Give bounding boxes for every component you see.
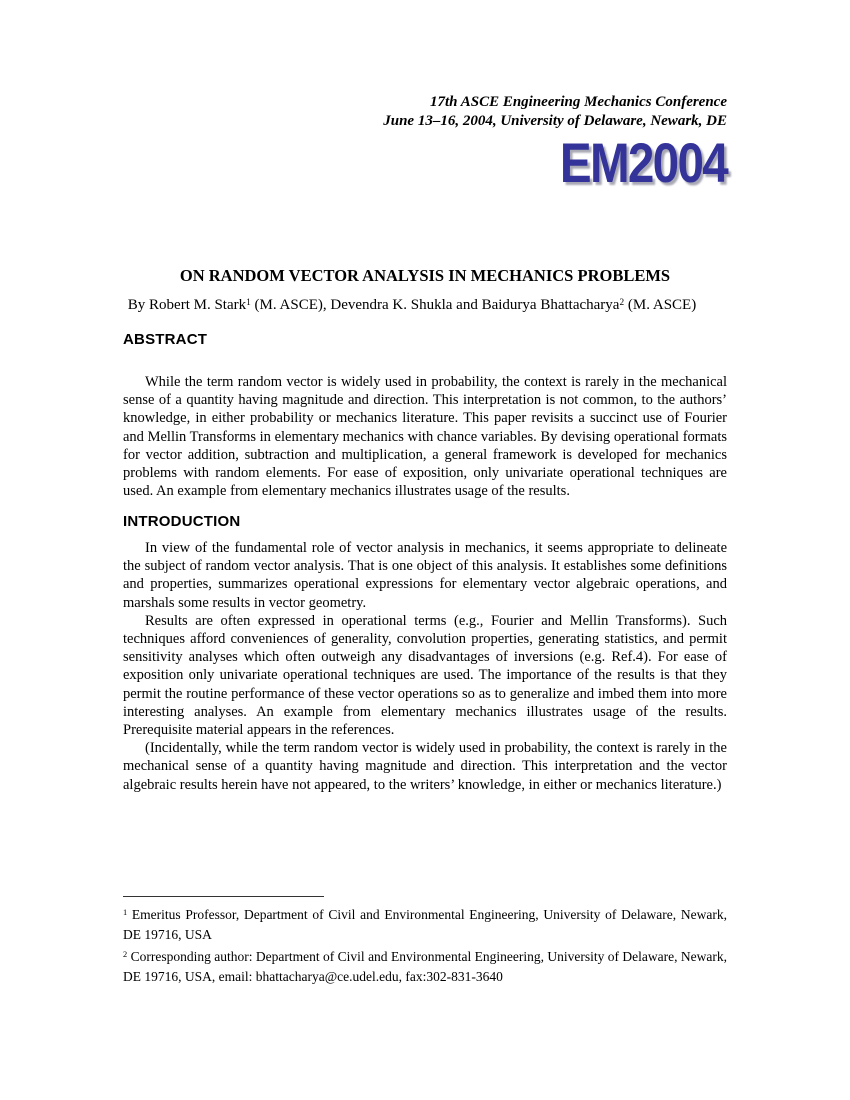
abstract-paragraph: While the term random vector is widely used in probability, the context is rarely in the mechanical sense of a quantity having magnitude and direction. This interpretation is not common, to the authors’ knowledge, in either probability or mechanics literature. This paper revisits a succinct use of Fourier and Mellin Transforms in elementary mechanics with chance variables. By devising operational formats for vector addition, subtraction and multiplication, a general framework is developed for mechanics problems with random elements. For ease of exposition, only univariate operational techniques are used. An example from elementary mechanics illustrates usage of the results. (123, 374, 727, 500)
footnote-marker-1: 1 (123, 908, 128, 918)
abstract-heading: ABSTRACT (123, 331, 208, 348)
paragraph: In view of the fundamental role of vector analysis in mechanics, it seems appropriate to delineate the subject of random vector analysis. That is one object of this analysis. It establishes some definitions and properties, summarizes operational expressions for elementary vector algebraic operations, and marshals some results in vector geometry. (123, 540, 727, 611)
footnote-text-1: Emeritus Professor, Department of Civil and Environmental Engineering, University of Delaware, Newark, DE 19716, USA (123, 907, 727, 942)
author-footnote-ref-1: 1 (246, 297, 251, 308)
paper-title: ON RANDOM VECTOR ANALYSIS IN MECHANICS PROBLEMS (179, 266, 671, 285)
conference-name: 17th ASCE Engineering Mechanics Conference (430, 94, 727, 110)
conference-header (123, 93, 727, 194)
byline-authors-1: By Robert M. Stark (127, 297, 247, 313)
footnote-2 (123, 947, 727, 986)
abstract-section (123, 373, 727, 500)
footnote-1 (123, 905, 727, 944)
conference-date-location: June 13–16, 2004, University of Delaware, Newark, DE (383, 113, 727, 129)
paragraph: Results are often expressed in operational terms (e.g., Fourier and Mellin Transforms). Such techniques afford conveniences of generality, convolution properties, generating statistics, and permit sensitivity analyses which often outweigh any disadvantages of inversions (e.g. Ref.4). For ease of exposition only univariate operational techniques are used. The importance of the results is that they permit the routine performance of these vector operations so as to generalize and imbed them into more interesting analyses. An example from elementary mechanics illustrates usage of the results. Prerequisite material appears in the references. (123, 612, 727, 739)
paragraph: (Incidentally, while the term random vector is widely used in probability, the context is rarely in the mechanical sense of a quantity having magnitude and direction. This interpretation and the vector algebraic results herein have not appeared, to the writers’ knowledge, in either or mechanics literature.) (123, 740, 727, 793)
em2004-logo: EM2004 (559, 131, 727, 194)
introduction-section (123, 539, 727, 794)
footnote-text-2: Corresponding author: Department of Civil and Environmental Engineering, University of Delaware, Newark, DE 19716, USA, email: bhattacharya@ce.udel.edu, fax:302-831-3640 (123, 949, 727, 984)
footnote-divider (123, 896, 324, 897)
author-footnote-ref-2: 2 (619, 297, 625, 308)
byline (110, 295, 714, 315)
introduction-heading: INTRODUCTION (123, 513, 241, 530)
byline-authors-3: (M. ASCE) (624, 297, 697, 313)
byline-authors-2: (M. ASCE), Devendra K. Shukla and Baidurya Bhattacharya (250, 297, 620, 313)
footnotes (123, 905, 727, 986)
footnote-marker-2: 2 (123, 950, 128, 960)
